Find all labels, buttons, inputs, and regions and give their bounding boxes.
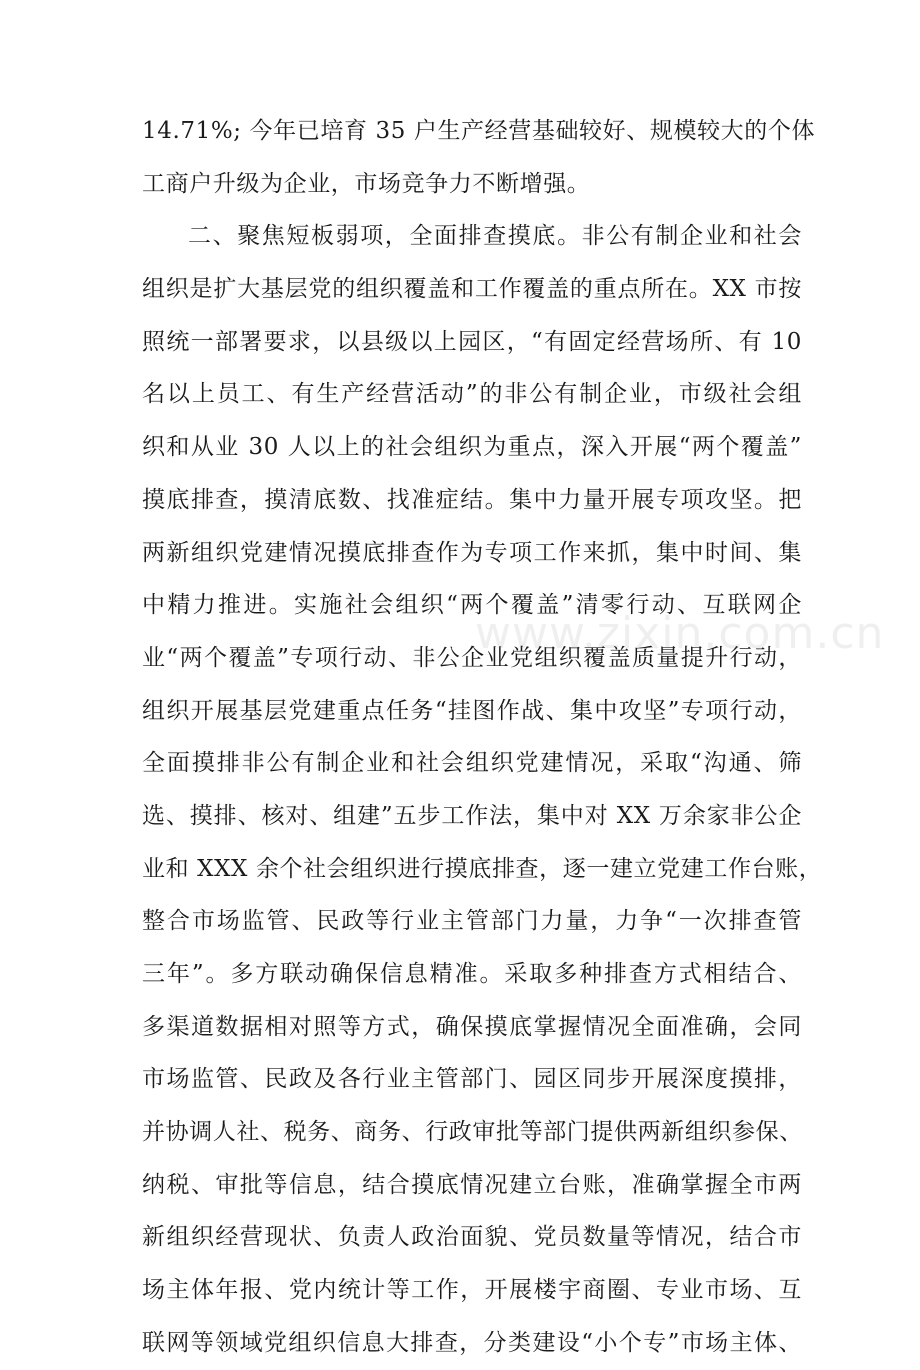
text-line: 业和 XXX 余个社会组织进行摸底排查，逐一建立党建工作台账，	[142, 855, 823, 882]
text-line: 照统一部署要求，以县级以上园区，“有固定经营场所、有 10	[142, 328, 802, 355]
text-line: 新组织经营现状、负责人政治面貌、党员数量等情况，结合市	[142, 1224, 802, 1251]
text-line: 市场监管、民政及各行业主管部门、园区同步开展深度摸排，	[142, 1066, 802, 1093]
text-line: 中精力推进。实施社会组织“两个覆盖”清零行动、互联网企	[142, 592, 802, 619]
text-line: 选、摸排、核对、组建”五步工作法，集中对 XX 万余家非公企	[142, 802, 802, 829]
text-line: 三年”。多方联动确保信息精准。采取多种排查方式相结合、	[142, 961, 802, 987]
text-line: 纳税、审批等信息，结合摸底情况建立台账，准确掌握全市两	[142, 1171, 802, 1198]
text-line: 多渠道数据相对照等方式，确保摸底掌握情况全面准确，会同	[142, 1013, 802, 1040]
text-line: 业“两个覆盖”专项行动、非公企业党组织覆盖质量提升行动，	[142, 644, 802, 671]
text-line: 工商户升级为企业，市场竞争力不断增强。	[142, 170, 591, 197]
text-line: 并协调人社、税务、商务、行政审批等部门提供两新组织参保、	[142, 1119, 803, 1146]
text-line: 场主体年报、党内统计等工作，开展楼宇商圈、专业市场、互	[142, 1277, 802, 1304]
text-line: 二、聚焦短板弱项，全面排查摸底。非公有制企业和社会	[188, 223, 802, 250]
text-line: 名以上员工、有生产经营活动”的非公有制企业，市级社会组	[142, 381, 802, 408]
document-body	[142, 105, 823, 1370]
text-line: 整合市场监管、民政等行业主管部门力量，力争“一次排查管	[142, 908, 802, 935]
text-line: 联网等领域党组织信息大排查，分类建设“小个专”市场主体、	[142, 1329, 802, 1356]
text-line: 组织开展基层党建重点任务“挂图作战、集中攻坚”专项行动，	[142, 697, 802, 724]
text-line: 14.71%; 今年已培育 35 户生产经营基础较好、规模较大的个体	[142, 118, 816, 144]
text-line: 织和从业 30 人以上的社会组织为重点，深入开展“两个覆盖”	[142, 434, 802, 461]
text-line: 全面摸排非公有制企业和社会组织党建情况，采取“沟通、筛	[142, 750, 802, 777]
text-line: 摸底排查，摸清底数、找准症结。集中力量开展专项攻坚。把	[142, 486, 802, 513]
text-line: 组织是扩大基层党的组织覆盖和工作覆盖的重点所在。XX 市按	[142, 276, 802, 303]
text-line: 两新组织党建情况摸底排查作为专项工作来抓，集中时间、集	[142, 539, 802, 566]
watermark: www.zixin.com.cn	[475, 608, 885, 659]
